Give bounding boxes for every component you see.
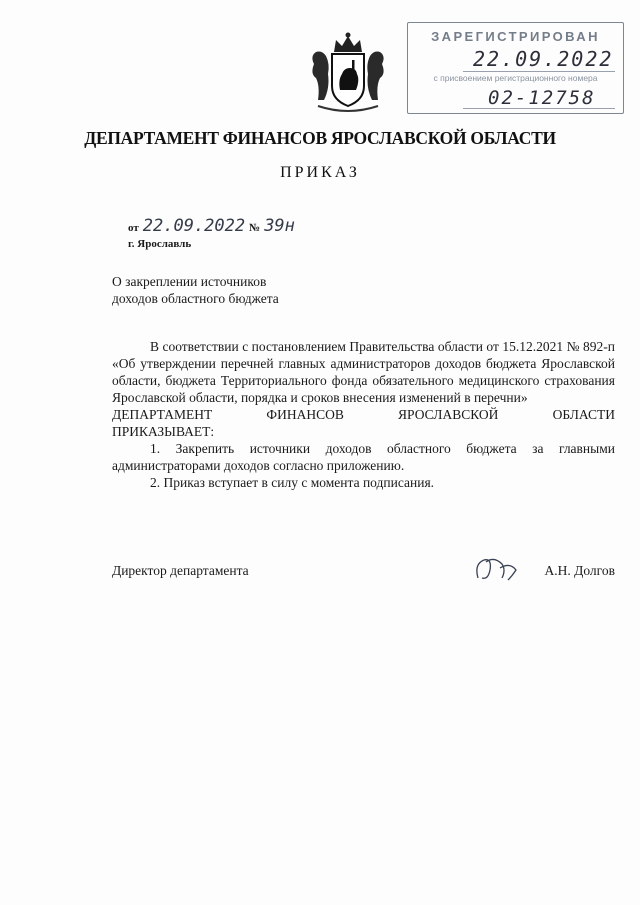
orders-verb: ПРИКАЗЫВАЕТ:	[112, 424, 215, 439]
from-label: от	[128, 222, 139, 234]
orders-word: ДЕПАРТАМЕНТ	[112, 407, 213, 422]
subject-line: О закреплении источников	[112, 274, 267, 289]
preamble-paragraph: В соответствии с постановлением Правительства области от 15.12.2021 № 892-п «Об утверждении перечней главных администраторов доходов бюджета Ярославской области, бюджета Территориального фонда обязательного медицинского страхования Ярославской области, порядка и сроков внесения изменений в перечни»	[112, 339, 615, 405]
stamp-divider	[463, 108, 615, 109]
registration-stamp	[407, 22, 624, 114]
stamp-date: 22.09.2022	[473, 47, 614, 71]
orders-word: ФИНАНСОВ	[266, 407, 344, 422]
signature-block	[112, 563, 615, 579]
department-title: ДЕПАРТАМЕНТ ФИНАНСОВ ЯРОСЛАВСКОЙ ОБЛАСТИ	[84, 128, 556, 148]
order-subject	[112, 273, 352, 307]
order-item-1: 1. Закрепить источники доходов областного бюджета за главными администраторами доходов согласно приложению.	[112, 441, 615, 473]
order-date: 22.09.2022	[142, 216, 246, 236]
subject-line: доходов областного бюджета	[112, 291, 279, 306]
stamp-number: 02-12758	[488, 87, 596, 109]
stamp-caption: с присвоением регистрационного номера	[433, 73, 598, 83]
order-details	[128, 216, 295, 250]
number-label: №	[249, 222, 261, 234]
order-number: 39н	[264, 216, 295, 236]
stamp-divider	[463, 71, 615, 72]
order-city: г. Ярославль	[128, 238, 192, 250]
orders-heading	[112, 406, 615, 423]
handwritten-signature	[472, 552, 522, 586]
orders-word: ОБЛАСТИ	[552, 407, 615, 422]
signatory-name: А.Н. Долгов	[544, 563, 615, 578]
stamp-title: ЗАРЕГИСТРИРОВАН	[431, 29, 600, 44]
order-item-2: 2. Приказ вступает в силу с момента подписания.	[150, 475, 435, 490]
order-body	[112, 338, 615, 491]
orders-word: ЯРОСЛАВСКОЙ	[398, 407, 499, 422]
document-type: ПРИКАЗ	[280, 164, 360, 181]
signatory-position: Директор департамента	[112, 563, 249, 578]
coat-of-arms-emblem	[300, 30, 396, 116]
